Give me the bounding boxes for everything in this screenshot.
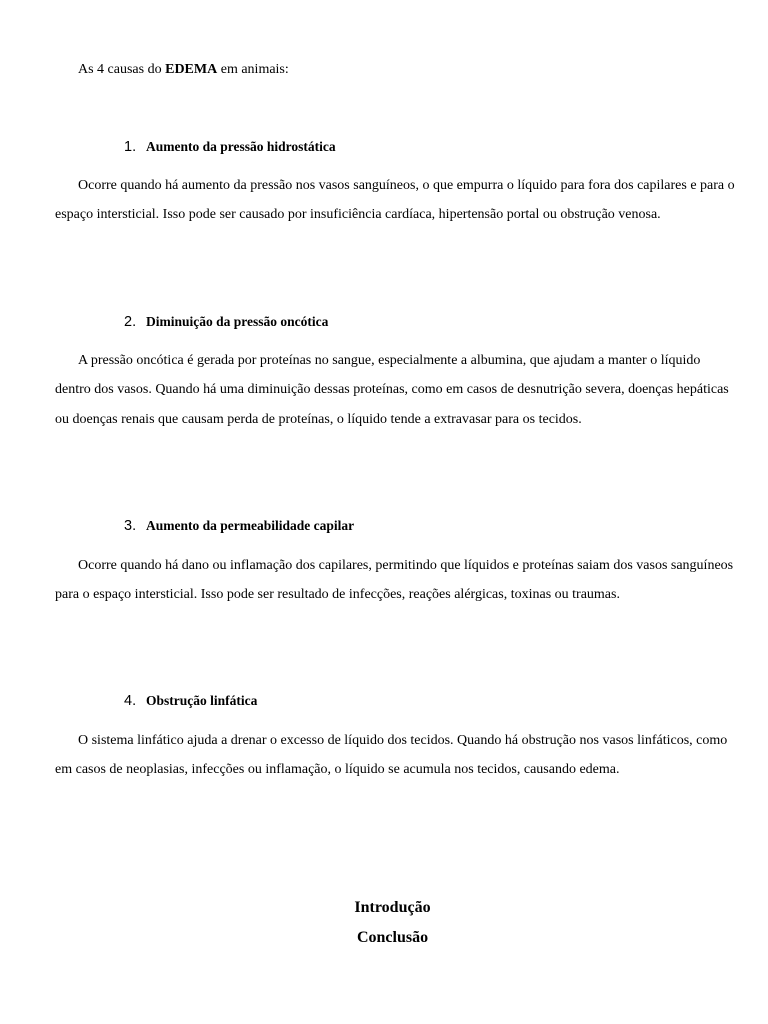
- section-title: Diminuição da pressão oncótica: [146, 314, 329, 329]
- section-body-3: Ocorre quando há dano ou inflamação dos capilares, permitindo que líquidos e proteínas saiam dos vasos sanguíneos para o espaço intersticial. Isso pode ser resultado de infecções, reações alérgicas, toxinas ou traumas.: [55, 558, 734, 603]
- intro-line: [78, 60, 289, 80]
- section-heading-2: [124, 312, 328, 332]
- section-number: 3.: [124, 518, 137, 534]
- section-title: Aumento da pressão hidrostática: [146, 139, 336, 154]
- conclusion-heading: Conclusão: [356, 929, 429, 946]
- section-number: 4.: [124, 693, 137, 709]
- section-body-1: Ocorre quando há aumento da pressão nos vasos sanguíneos, o que empurra o líquido para fora dos capilares e para o espaço intersticial. Isso pode ser causado por insuficiência cardíaca, hipertensão portal ou obstrução venosa.: [55, 178, 735, 223]
- section-heading-1: [124, 137, 336, 157]
- intro-prefix: As 4 causas do: [78, 62, 166, 77]
- intro-emphasis: EDEMA: [165, 62, 218, 77]
- section-heading-3: [124, 516, 354, 536]
- section-heading-4: [124, 691, 257, 711]
- section-number: 2.: [124, 314, 137, 330]
- introduction-heading: Introdução: [354, 899, 431, 916]
- section-number: 1.: [124, 139, 137, 155]
- section-body-4: O sistema linfático ajuda a drenar o excesso de líquido dos tecidos. Quando há obstrução nos vasos linfáticos, como em casos de neoplasias, infecções ou inflamação, o líquido se acumula nos tecidos, causando edema.: [55, 733, 728, 778]
- section-body-2: A pressão oncótica é gerada por proteínas no sangue, especialmente a albumina, que ajudam a manter o líquido dentro dos vasos. Quando há uma diminuição dessas proteínas, como em casos de desnutrição severa, doenças hepáticas ou doenças renais que causam perda de proteínas, o líquido tende a extravasar para os tecidos.: [55, 353, 729, 427]
- intro-suffix: em animais:: [217, 62, 289, 77]
- section-title: Obstrução linfática: [146, 693, 258, 708]
- section-title: Aumento da permeabilidade capilar: [146, 518, 355, 533]
